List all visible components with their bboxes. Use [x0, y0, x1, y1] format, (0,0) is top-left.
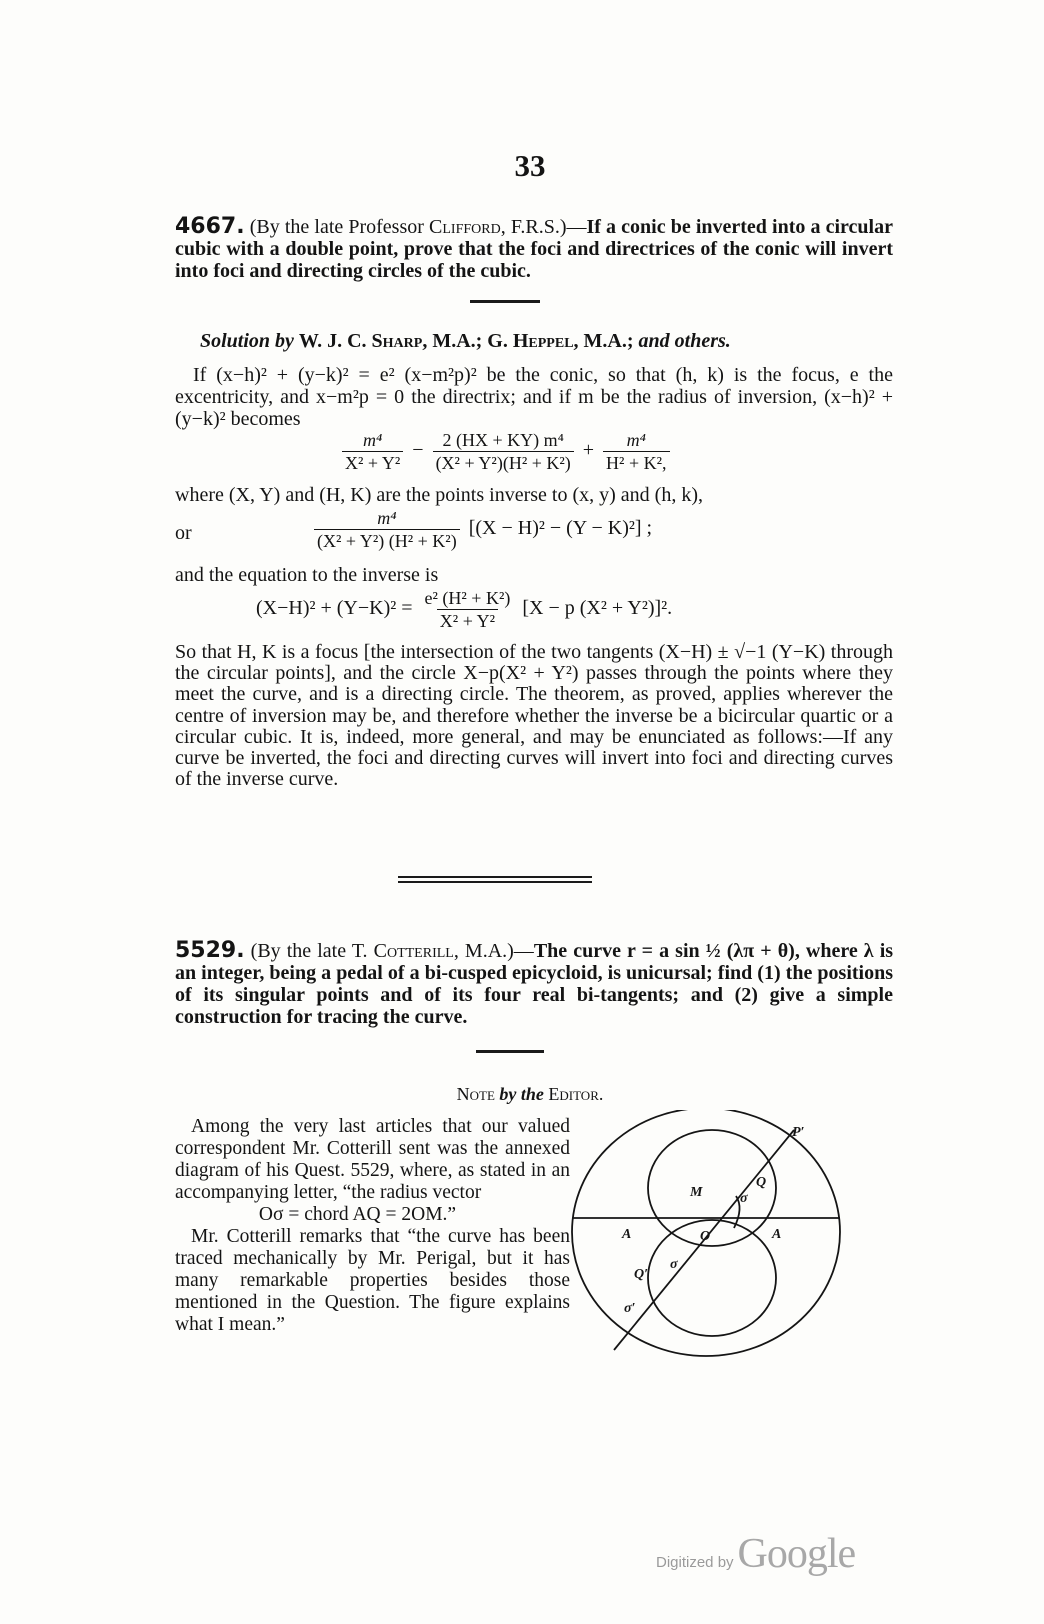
question-lead: (By the late Professor [249, 216, 430, 238]
or-label: or [175, 522, 192, 544]
solution-heading [200, 330, 731, 353]
solution-paragraph-3: and the equation to the inverse is [175, 564, 439, 586]
fraction: $\frac{\text{m⁴}}{\text{H² + K²,}}$ [603, 430, 669, 473]
fraction: $\frac{\text{m⁴}}{\text{X² + Y²}}$ [342, 430, 403, 473]
double-rule-bottom [398, 881, 592, 883]
watermark-prefix: Digitized by [656, 1554, 734, 1571]
digitized-watermark [656, 1530, 855, 1578]
section-divider [476, 1050, 544, 1053]
label-p-prime: P′ [792, 1125, 805, 1140]
label-m: M [690, 1185, 703, 1200]
label-sigma-prime: σ′ [624, 1301, 636, 1316]
question-text: The curve r = a sin ½ (λπ + θ), where λ is an integer, being a pedal of a bi-cusped epicycloid, is unicursal; find (1) the positions of its singular points and of its four real bi-tangents; and (2) give a simple construction for tracing the curve. [175, 940, 894, 1028]
note-paragraph-2: Mr. Cotterill remarks that “the curve has been traced mechanically by Mr. Perigal, but it has many remarkable properties besides those mentioned in the Question. The figure explains what I mean.” [175, 1226, 570, 1335]
note-formula: Oσ = chord AQ = 2OM.” [258, 1204, 457, 1225]
question-author: Cotterill [373, 940, 454, 962]
note-text [175, 1116, 570, 1336]
label-q: Q [756, 1175, 767, 1190]
equation-2: $\frac{\text{m⁴}}{\text{(X² + Y²) (H² + K²)}}$ [(X − H)² − (Y − K)²] ; [310, 508, 652, 551]
question-number: 4667. [175, 214, 245, 239]
label-sigma: σ [740, 1191, 748, 1206]
label-a-right: A [772, 1227, 782, 1242]
question-author: Clifford [429, 216, 501, 238]
solution-suffix: and others. [638, 330, 731, 352]
question-5529 [175, 940, 893, 1028]
question-number: 5529. [175, 938, 245, 963]
solution-paragraph-1: If (x−h)² + (y−k)² = e² (x−m²p)² be the conic, so that (h, k) is the focus, e the excentricity, and x−m²p = 0 the directrix; and if m be the radius of inversion, (x−h)² + (y−k)² becomes [175, 364, 893, 430]
equation-3: (X−H)² + (Y−K)² = $\frac{\text{e² (H² + K²)}}{\text{X² + Y²}}$ [X − p (X² + Y²)]². [256, 588, 673, 631]
question-text: If a conic be inverted into a circular cubic with a double point, prove that the foci and directrices of the conic will invert into foci and directing circles of the cubic. [175, 216, 893, 282]
question-lead-end: , M.A.)— [453, 940, 534, 962]
lower-circle [648, 1220, 776, 1336]
label-q-prime: Q′ [634, 1267, 649, 1282]
label-o: O [700, 1229, 711, 1244]
fraction: $\frac{\text{e² (H² + K²)}}{\text{X² + Y²}}$ [424, 588, 511, 631]
label-sigma-lower: σ [670, 1257, 678, 1272]
equation-1: $\frac{\text{m⁴}}{\text{X² + Y²}}$ − $\frac{\text{2 (HX + KY) m⁴}}{\text{(X² + Y²)(H² + K²)}}$ + $\frac{\text{m⁴}}{\text{H² + K²,}}$ [338, 430, 674, 473]
solution-solvers: W. J. C. Sharp, M.A.; G. Heppel, M.A.; [298, 330, 634, 352]
question-lead: (By the late T. [250, 940, 374, 962]
note-title: Note by the Editor. [456, 1084, 604, 1104]
fraction: $\frac{\text{m⁴}}{\text{(X² + Y²) (H² + K²)}}$ [314, 508, 460, 551]
curve-diagram [566, 1110, 856, 1400]
double-rule-top [398, 876, 592, 878]
section-divider [470, 300, 540, 303]
note-paragraph-1: Among the very last articles that our valued correspondent Mr. Cotterill sent was the annexed diagram of his Quest. 5529, where, as stated in an accompanying letter, “the radius vector [175, 1116, 570, 1203]
question-lead-end: , F.R.S.)— [500, 216, 587, 238]
google-logo: Google [737, 1531, 856, 1577]
page-number: 33 [514, 148, 546, 183]
solution-paragraph-4: So that H, K is a focus [the intersection of the two tangents (X−H) ± √−1 (Y−K) through the circular points], and the circle X−p(X² + Y²) passes through the points where they meet the curve, and is a directing circle. The theorem, as proved, applies wherever the centre of inversion may be, and therefore whether the inverse be a bicircular quartic or a circular cubic. It is, indeed, more general, and may be enunciated as follows:—If any curve be inverted, the foci and directing curves will invert into foci and directing curves of the inverse curve. [175, 641, 893, 791]
fraction: $\frac{\text{2 (HX + KY) m⁴}}{\text{(X² + Y²)(H² + K²)}}$ [433, 430, 574, 473]
question-4667 [175, 216, 893, 282]
solution-prefix: Solution by [200, 330, 294, 352]
solution-paragraph-2: where (X, Y) and (H, K) are the points inverse to (x, y) and (h, k), [175, 484, 703, 506]
label-a-left: A [622, 1227, 632, 1242]
